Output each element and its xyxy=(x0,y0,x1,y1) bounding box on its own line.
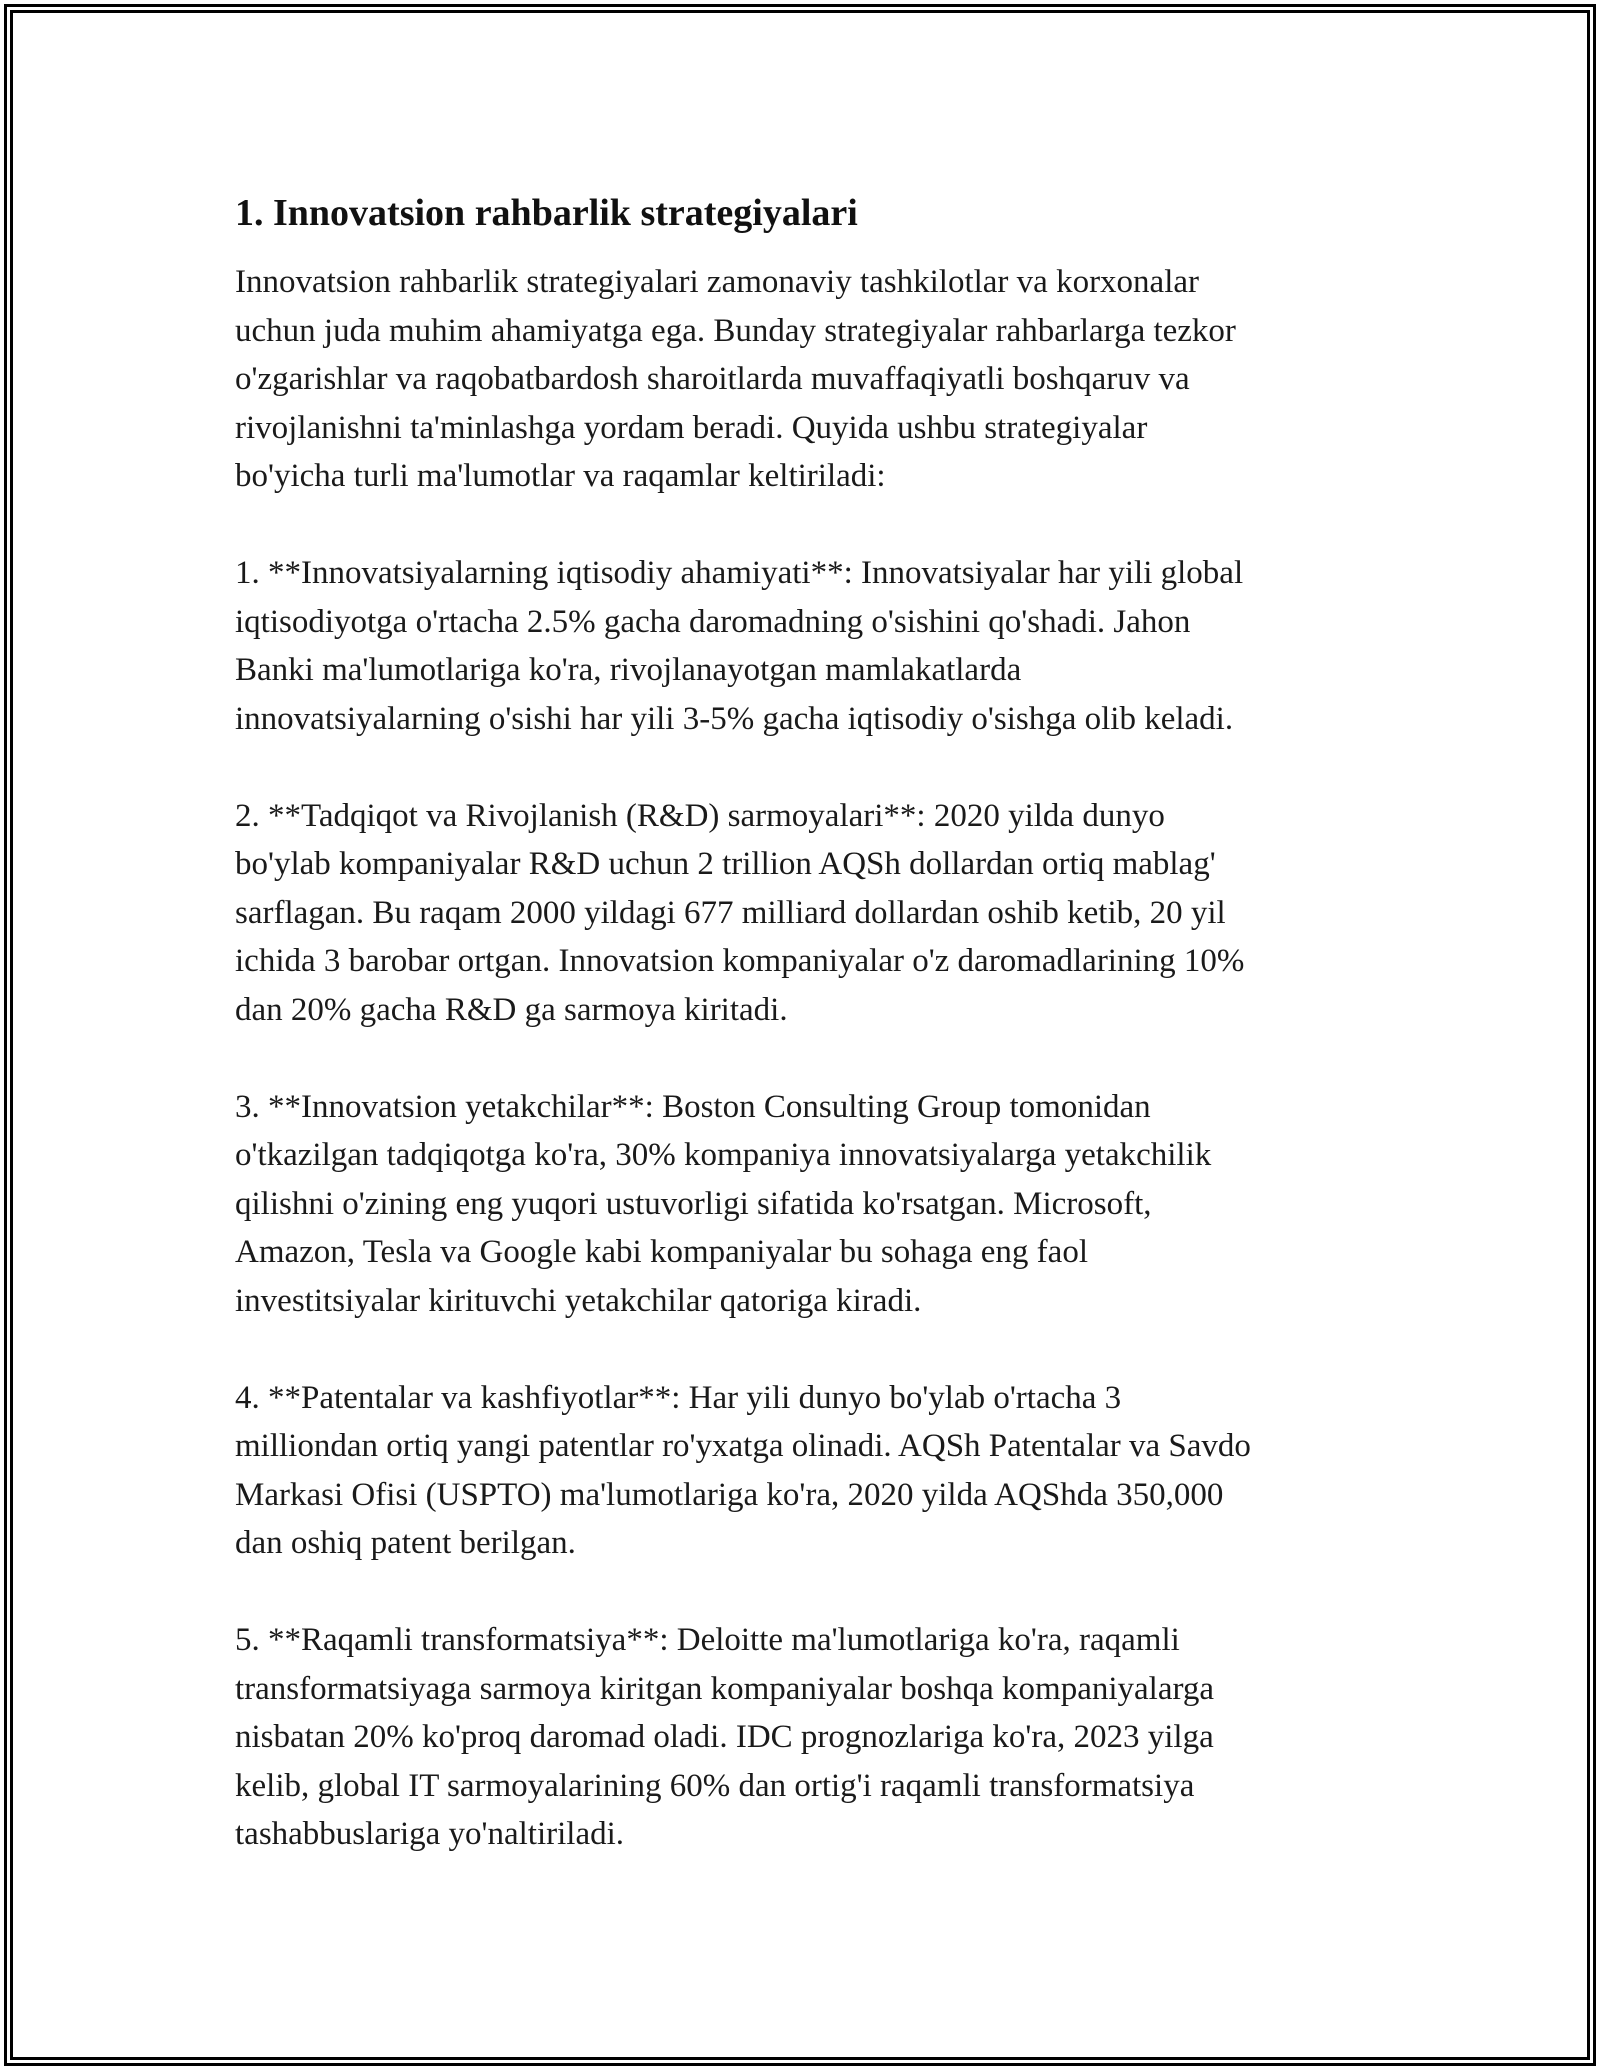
document-title: 1. Innovatsion rahbarlik strategiyalari xyxy=(235,192,858,234)
list-item-patents: 4. **Patentalar va kashfiyotlar**: Har yili dunyo bo'ylab o'rtacha 3 milliondan ortiq yangi patentlar ro'yxatga olinadi. AQSh Patentalar va Savdo Markasi Ofisi (USPTO) ma'lumotlariga ko'ra, 2020 yilda AQShda 350,000 dan oshiq patent berilgan. xyxy=(235,1379,1251,1561)
list-item-rd-investments: 2. **Tadqiqot va Rivojlanish (R&D) sarmoyalari**: 2020 yilda dunyo bo'ylab kompaniyalar R&D uchun 2 trillion AQSh dollardan ortiq mablag' sarflagan. Bu raqam 2000 yildagi 677 milliard dollardan oshib ketib, 20 yil ichida 3 barobar ortgan. Innovatsion kompaniyalar o'z daromadlarining 10% dan 20% gacha R&D ga sarmoya kiritadi. xyxy=(235,797,1245,1028)
list-item-digital-transformation: 5. **Raqamli transformatsiya**: Deloitte ma'lumotlariga ko'ra, raqamli transformatsiyaga sarmoya kiritgan kompaniyalar boshqa kompaniyalarga nisbatan 20% ko'proq daromad oladi. IDC prognozlariga ko'ra, 2023 yilga kelib, global IT sarmoyalarining 60% dan ortig'i raqamli transformatsiya tashabbuslariga yo'naltiriladi. xyxy=(235,1622,1215,1852)
list-item-economic-importance: 1. **Innovatsiyalarning iqtisodiy ahamiyati**: Innovatsiyalar har yili global iqtisodiyotga o'rtacha 2.5% gacha daromadning o'sishini qo'shadi. Jahon Banki ma'lumotlariga ko'ra, rivojlanayotgan mamlakatlarda innovatsiyalarning o'sishi har yili 3-5% gacha iqtisodiy o'sishga olib keladi. xyxy=(235,555,1244,737)
intro-paragraph: Innovatsion rahbarlik strategiyalari zamonaviy tashkilotlar va korxonalar uchun juda muhim ahamiyatga ega. Bunday strategiyalar rahbarlarga tezkor o'zgarishlar va raqobatbardosh sharoitlarda muvaffaqiyatli boshqaruv va rivojlanishni ta'minlashga yordam beradi. Quyida ushbu strategiyalar bo'yicha turli ma'lumotlar va raqamlar keltiriladi: xyxy=(235,264,1236,494)
list-item-innovation-leaders: 3. **Innovatsion yetakchilar**: Boston Consulting Group tomonidan o'tkazilgan tadqiqotga ko'ra, 30% kompaniya innovatsiyalarga yetakchilik qilishni o'zining eng yuqori ustuvorligi sifatida ko'rsatgan. Microsoft, Amazon, Tesla va Google kabi kompaniyalar bu sohaga eng faol investitsiyalar kirituvchi yetakchilar qatoriga kiradi. xyxy=(235,1088,1212,1319)
document-body xyxy=(235,186,1375,1859)
